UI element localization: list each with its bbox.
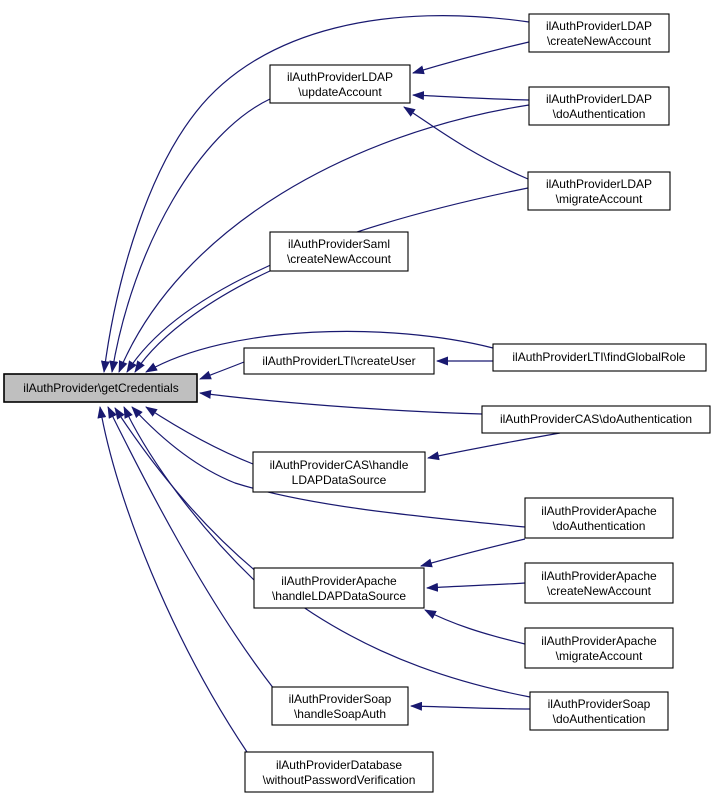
edge-lti-create-user-to-get-credentials — [200, 362, 244, 379]
node-cas-do-authentication[interactable] — [482, 406, 710, 433]
node-label: ilAuthProviderDatabase — [275, 758, 403, 772]
node-ldap-create-new-account[interactable] — [529, 14, 669, 52]
edge-database-without-password-verification-to-get-credentials — [100, 407, 247, 752]
edge-ldap-update-account-to-get-credentials — [112, 99, 270, 372]
node-lti-create-user[interactable] — [244, 348, 434, 374]
node-label: \updateAccount — [298, 85, 382, 99]
node-label: ilAuthProviderLDAP — [545, 177, 653, 191]
node-label: \doAuthentication — [552, 107, 646, 121]
node-label: \handleLDAPDataSource — [271, 589, 407, 603]
node-label: ilAuthProviderLDAP — [286, 70, 394, 84]
node-label: ilAuthProviderLDAP — [545, 19, 653, 33]
node-label: ilAuthProvider\getCredentials — [23, 381, 179, 395]
edge-cas-do-authentication-to-get-credentials — [200, 393, 482, 414]
node-label: ilAuthProviderApache — [281, 574, 397, 588]
node-apache-handle-ldap-data-source[interactable] — [254, 568, 424, 608]
node-apache-migrate-account[interactable] — [525, 628, 673, 668]
node-label: \createNewAccount — [286, 252, 392, 266]
node-lti-find-global-role[interactable] — [493, 344, 706, 371]
node-label: ilAuthProviderCAS\handle — [269, 458, 409, 472]
node-database-without-password-verification[interactable] — [245, 752, 433, 792]
edge-soap-handle-soap-auth-to-get-credentials — [108, 407, 274, 689]
node-label: ilAuthProviderLTI\findGlobalRole — [512, 350, 686, 364]
edge-ldap-migrate-account-to-get-credentials — [127, 188, 528, 372]
edge-apache-migrate-account-to-handle-ldap-data-source — [425, 610, 525, 644]
node-label: \handleSoapAuth — [293, 707, 387, 721]
edge-soap-do-authentication-to-handle-soap-auth — [411, 706, 530, 709]
edge-ldap-create-new-account-to-update-account — [413, 42, 529, 73]
node-label: ilAuthProviderSaml — [287, 237, 391, 251]
node-cas-handle-ldap-data-source[interactable] — [253, 452, 425, 492]
node-soap-do-authentication[interactable] — [530, 692, 668, 730]
edge-cas-do-authentication-to-handle-ldap-data-source — [428, 433, 560, 458]
node-apache-create-new-account[interactable] — [525, 563, 673, 603]
node-label: \createNewAccount — [546, 584, 652, 598]
node-soap-handle-soap-auth[interactable] — [272, 687, 408, 725]
node-label: ilAuthProviderSoap — [288, 692, 392, 706]
node-label: \createNewAccount — [546, 34, 652, 48]
node-label: ilAuthProviderLTI\createUser — [262, 354, 416, 368]
edge-ldap-do-authentication-to-update-account — [413, 95, 529, 100]
edge-soap-do-authentication-to-get-credentials — [115, 408, 530, 697]
node-label: ilAuthProviderApache — [541, 569, 657, 583]
node-get-credentials[interactable] — [4, 374, 197, 402]
node-ldap-migrate-account[interactable] — [528, 172, 670, 210]
node-label: \doAuthentication — [552, 519, 646, 533]
node-label: ilAuthProviderCAS\doAuthentication — [499, 412, 693, 426]
edge-apache-do-authentication-to-handle-ldap-data-source — [421, 539, 525, 566]
node-label: ilAuthProviderSoap — [547, 697, 651, 711]
node-label: \withoutPasswordVerification — [262, 773, 416, 787]
edge-cas-handle-ldap-data-source-to-get-credentials — [146, 407, 253, 464]
node-label: ilAuthProviderApache — [541, 504, 657, 518]
edge-apache-create-new-account-to-handle-ldap-data-source — [427, 583, 525, 588]
node-ldap-do-authentication[interactable] — [529, 87, 669, 125]
node-ldap-update-account[interactable] — [270, 65, 410, 103]
node-label: ilAuthProviderApache — [541, 634, 657, 648]
node-label: \doAuthentication — [552, 712, 646, 726]
node-apache-do-authentication[interactable] — [525, 498, 673, 538]
node-label: ilAuthProviderLDAP — [545, 92, 653, 106]
node-label: LDAPDataSource — [291, 473, 387, 487]
node-label: \migrateAccount — [555, 649, 643, 663]
node-saml-create-new-account[interactable] — [270, 232, 408, 271]
node-label: \migrateAccount — [555, 192, 643, 206]
